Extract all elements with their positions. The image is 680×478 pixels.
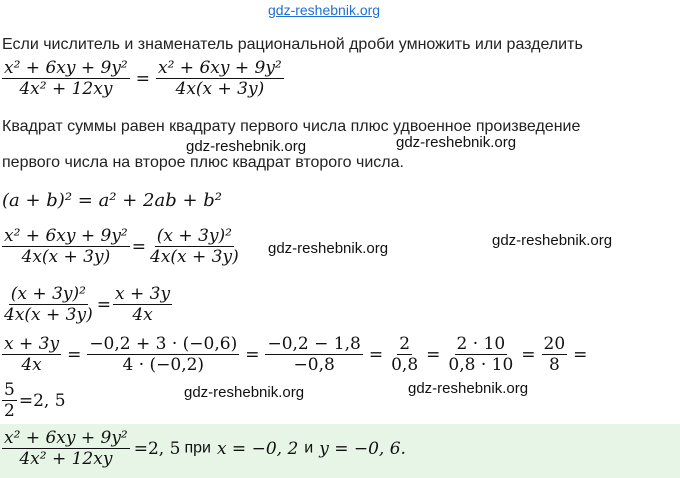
fraction-expression-4: $\frac{x + 3y}{4x}$ = $\frac{-0,2 + 3 \cdot (-0,6)}{4 \cdot (-0,2)}$ = $\frac{-0,2 - 1,8}{-0,8}$ = $\frac{2}{0,8}$ = $\frac{2 \cdot 10}{0,8 \cdot 10}$ = $\frac{20}{8}$ =: [4, 334, 588, 375]
fraction: $\frac{\text{(x + 3y)²}}{4x(x + 3y)}$: [4, 284, 93, 325]
fraction: $\frac{5}{2}$: [4, 380, 15, 421]
fraction: $\frac{\text{x² + 6xy + 9y²}}{\text{4x² + 12xy}}$: [4, 428, 128, 469]
intro-text: Если числитель и знаменатель рациональной дроби умножить или разделить: [2, 36, 583, 53]
fraction: $\frac{2}{0,8}$: [391, 334, 419, 375]
fraction: $\frac{\text{x² + 6xy + 9y²}}{4x(x + 3y)}$: [158, 58, 282, 99]
fraction: $\frac{\text{(x + 3y)²}}{4x(x + 3y)}$: [150, 226, 239, 267]
fraction: $\frac{-0,2 + 3 \cdot (-0,6)}{4 \cdot (-0,2)}$: [89, 334, 238, 375]
fraction: $\frac{x + 3y}{4x}$: [4, 334, 60, 375]
fraction-expression-1: $\frac{\text{x² + 6xy + 9y²}}{\text{4x² + 12xy}}$ = $\frac{\text{x² + 6xy + 9y²}}{4x(x + 3y)}$: [4, 58, 282, 99]
fraction: $\frac{2 \cdot 10}{0,8 \cdot 10}$: [448, 334, 514, 375]
fraction: $\frac{-0,2 - 1,8}{-0,8}$: [267, 334, 361, 375]
watermark: gdz-reshebnik.org: [268, 240, 389, 257]
rule-text: Квадрат суммы равен квадрату первого числа плюс удвоенное произведение: [2, 118, 581, 135]
watermark: gdz-reshebnik.org: [184, 384, 305, 401]
fraction-expression-2: $\frac{\text{x² + 6xy + 9y²}}{4x(x + 3y)}$ = $\frac{\text{(x + 3y)²}}{4x(x + 3y)}$: [4, 226, 239, 267]
fraction: $\frac{\text{x² + 6xy + 9y²}}{\text{4x² + 12xy}}$: [4, 58, 128, 99]
answer-expression: $\frac{\text{x² + 6xy + 9y²}}{\text{4x² + 12xy}}$ =2, 5 при x = −0, 2 и y = −0, 6.: [4, 428, 406, 469]
rule-text-cont: первого числа на второе плюс квадрат второго числа.: [2, 154, 404, 171]
watermark: gdz-reshebnik.org: [396, 134, 517, 151]
fraction-expression-3: $\frac{\text{(x + 3y)²}}{4x(x + 3y)}$ = $\frac{x + 3y}{4x}$: [4, 284, 171, 325]
watermark: gdz-reshebnik.org: [408, 380, 529, 397]
watermark: gdz-reshebnik.org: [492, 232, 613, 249]
watermark: gdz-reshebnik.org: [186, 138, 307, 155]
fraction: $\frac{\text{x² + 6xy + 9y²}}{4x(x + 3y)}$: [4, 226, 128, 267]
site-link[interactable]: gdz-reshebnik.org: [268, 2, 381, 18]
square-sum-identity: (a + b)² = a² + 2ab + b²: [2, 190, 223, 211]
fraction: $\frac{20}{8}$: [543, 334, 566, 375]
fraction: $\frac{x + 3y}{4x}$: [114, 284, 171, 325]
fraction-expression-5: $\frac{5}{2}$ =2, 5: [4, 380, 66, 421]
